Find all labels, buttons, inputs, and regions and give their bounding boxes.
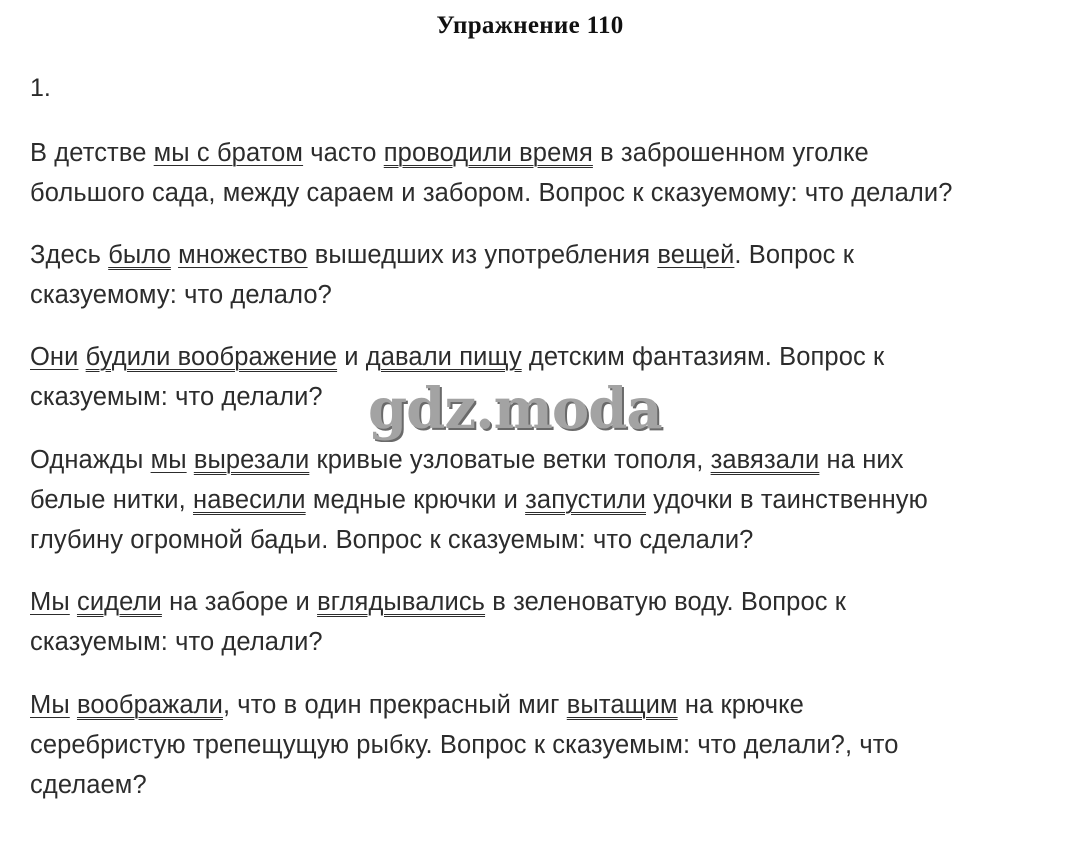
paragraph-6: [30, 685, 1040, 805]
paragraph-2: [30, 235, 1040, 315]
text-segment: в заброшенном уголке: [592, 139, 869, 167]
text-line: [30, 173, 1040, 213]
text-segment: часто: [303, 139, 384, 167]
text-line: [30, 765, 1040, 805]
text-segment: В детстве: [30, 139, 154, 167]
paragraph-1: [30, 133, 1040, 213]
text-segment: большого сада, между сараем и забором. Вопрос к сказуемому: что делали?: [30, 179, 953, 207]
text-segment: удочки в таинственную: [645, 486, 928, 514]
predicate-underlined: было: [108, 241, 171, 269]
text-segment: сказуемому: что делало?: [30, 281, 332, 309]
text-segment: и: [337, 343, 366, 371]
text-segment: Однажды: [30, 446, 151, 474]
text-line: [30, 440, 1040, 480]
text-segment: [70, 588, 77, 616]
text-line: [30, 235, 1040, 275]
text-segment: [171, 241, 178, 269]
predicate-underlined: будили воображение: [85, 343, 338, 371]
text-segment: [70, 691, 77, 719]
predicate-underlined: воображали: [76, 691, 223, 719]
text-segment: на заборе и: [161, 588, 318, 616]
text-line: [30, 275, 1040, 315]
text-segment: , что в один прекрасный миг: [222, 691, 567, 719]
predicate-underlined: вырезали: [193, 446, 310, 474]
text-segment: [187, 446, 194, 474]
subject-underlined: Они: [30, 343, 79, 371]
text-line: [30, 480, 1040, 520]
predicate-underlined: навесили: [193, 486, 306, 514]
predicate-underlined: вглядывались: [317, 588, 486, 616]
predicate-underlined: давали пищу: [365, 343, 522, 371]
paragraph-4: [30, 440, 1040, 560]
subject-underlined: мы: [150, 446, 187, 474]
text-line: [30, 582, 1040, 622]
text-line: [30, 520, 1040, 560]
subject-underlined: множество: [178, 241, 308, 269]
text-line: [30, 622, 1040, 662]
text-line: [30, 133, 1040, 173]
text-segment: кривые узловатые ветки тополя,: [309, 446, 711, 474]
text-line: [30, 337, 1040, 377]
subject-underlined: Мы: [30, 588, 70, 616]
text-segment: детским фантазиям. Вопрос к: [521, 343, 885, 371]
text-segment: на крючке: [677, 691, 804, 719]
text-segment: вышедших из употребления: [307, 241, 658, 269]
text-line: [30, 685, 1040, 725]
text-segment: в зеленоватую воду. Вопрос к: [485, 588, 847, 616]
text-segment: медные крючки и: [305, 486, 526, 514]
predicate-underlined: завязали: [710, 446, 820, 474]
watermark-logo: gdz.moda: [368, 376, 662, 442]
text-segment: сделаем?: [30, 771, 147, 799]
text-segment: сказуемым: что делали?: [30, 628, 323, 656]
predicate-underlined: запустили: [525, 486, 646, 514]
text-segment: Здесь: [30, 241, 109, 269]
text-segment: белые нитки,: [30, 486, 194, 514]
text-segment: сказуемым: что делали?: [30, 383, 323, 411]
subject-underlined: Мы: [30, 691, 70, 719]
paragraph-5: [30, 582, 1040, 662]
subject-underlined: вещей: [657, 241, 735, 269]
predicate-underlined: проводили время: [383, 139, 593, 167]
text-segment: глубину огромной бадьи. Вопрос к сказуемым: что сделали?: [30, 526, 754, 554]
text-segment: . Вопрос к: [734, 241, 854, 269]
exercise-title: Упражнение 110: [436, 12, 624, 39]
text-segment: [78, 343, 85, 371]
text-segment: на них: [819, 446, 904, 474]
predicate-underlined: сидели: [76, 588, 162, 616]
subject-underlined: мы с братом: [153, 139, 304, 167]
item-number: 1.: [30, 74, 51, 102]
text-segment: серебристую трепещущую рыбку. Вопрос к сказуемым: что делали?, что: [30, 731, 899, 759]
text-line: [30, 725, 1040, 765]
predicate-underlined: вытащим: [566, 691, 678, 719]
